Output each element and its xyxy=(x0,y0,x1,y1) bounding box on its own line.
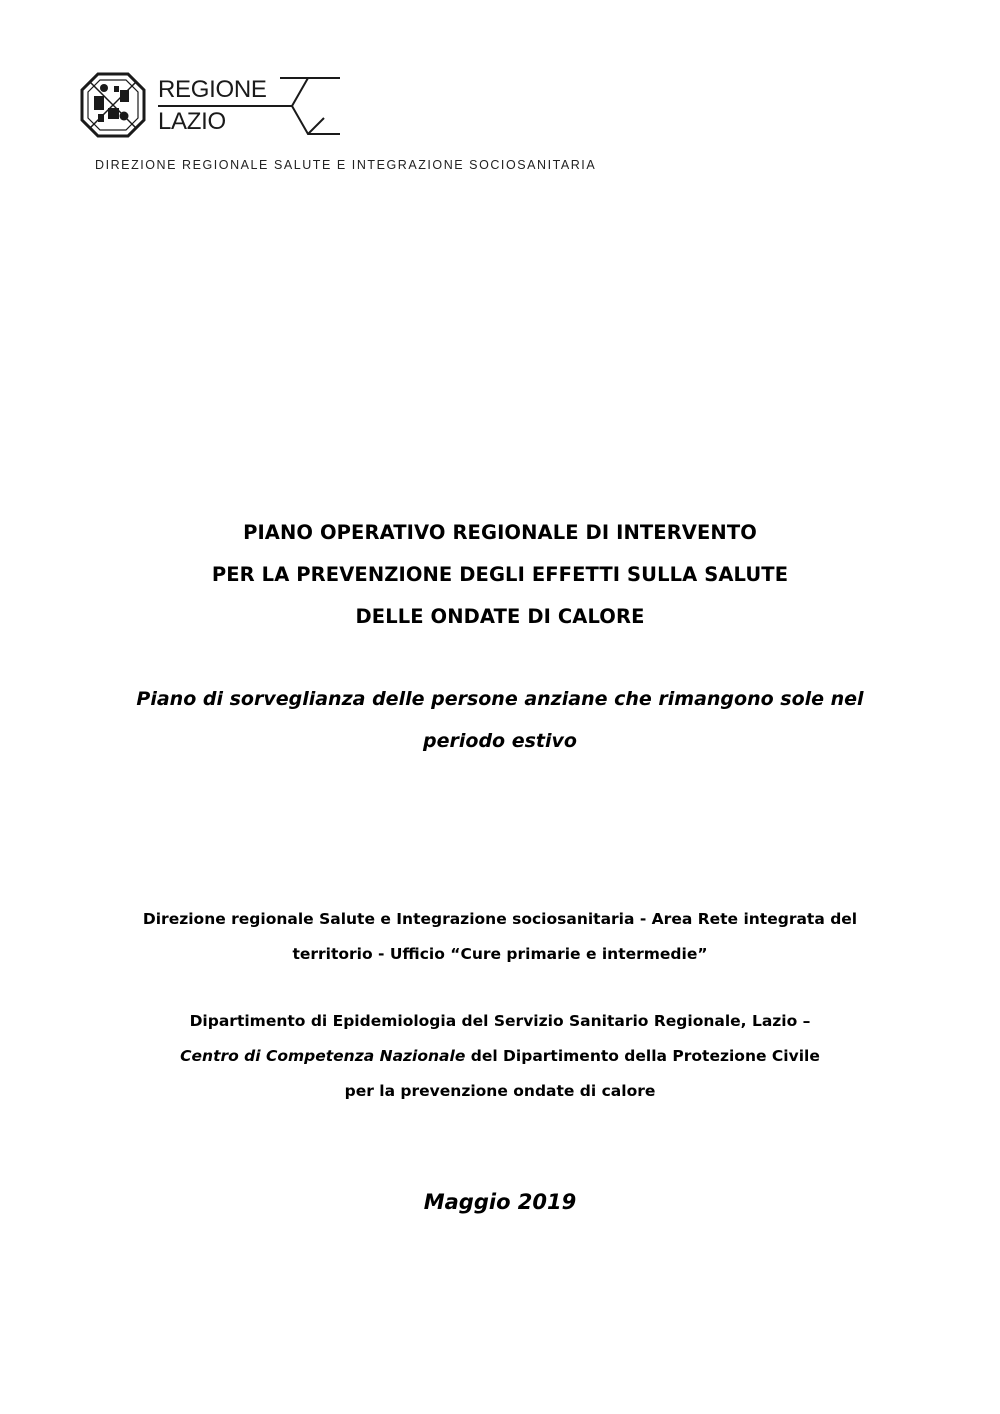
direzione-header: DIREZIONE REGIONALE SALUTE E INTEGRAZIONE SOCIOSANITARIA xyxy=(95,158,597,172)
logo-line-regione: REGIONE xyxy=(158,76,267,103)
affiliation-1-line-1: Direzione regionale Salute e Integrazione sociosanitaria - Area Rete integrata del xyxy=(142,910,858,928)
document-date: Maggio 2019 xyxy=(423,1190,577,1214)
affiliation-2-line-1: Dipartimento di Epidemiologia del Servizio Sanitario Regionale, Lazio – xyxy=(189,1012,811,1030)
title-line-2: PER LA PREVENZIONE DEGLI EFFETTI SULLA SALUTE xyxy=(211,563,789,586)
affiliation-2-line-2-rest: del Dipartimento della Protezione Civile xyxy=(465,1047,820,1065)
document-subtitle xyxy=(100,678,900,762)
subtitle-line-1: Piano di sorveglianza delle persone anziane che rimangono sole nel xyxy=(136,688,864,710)
affiliation-1-line-2: territorio - Ufficio “Cure primarie e intermedie” xyxy=(292,945,708,963)
title-line-1: PIANO OPERATIVO REGIONALE DI INTERVENTO xyxy=(243,521,757,544)
affiliation-direzione-regionale xyxy=(90,902,910,972)
subtitle-line-2: periodo estivo xyxy=(423,730,577,752)
logo-line-lazio: LAZIO xyxy=(158,108,226,135)
affiliation-2-italic-part: Centro di Competenza Nazionale xyxy=(180,1047,466,1065)
regione-lazio-logo xyxy=(80,72,340,142)
affiliation-2-line-3: per la prevenzione ondate di calore xyxy=(344,1082,656,1100)
affiliation-dipartimento-epidemiologia xyxy=(90,1004,910,1109)
document-title xyxy=(100,512,900,638)
title-line-3: DELLE ONDATE DI CALORE xyxy=(355,605,645,628)
affiliation-2-line-2 xyxy=(90,1039,910,1074)
